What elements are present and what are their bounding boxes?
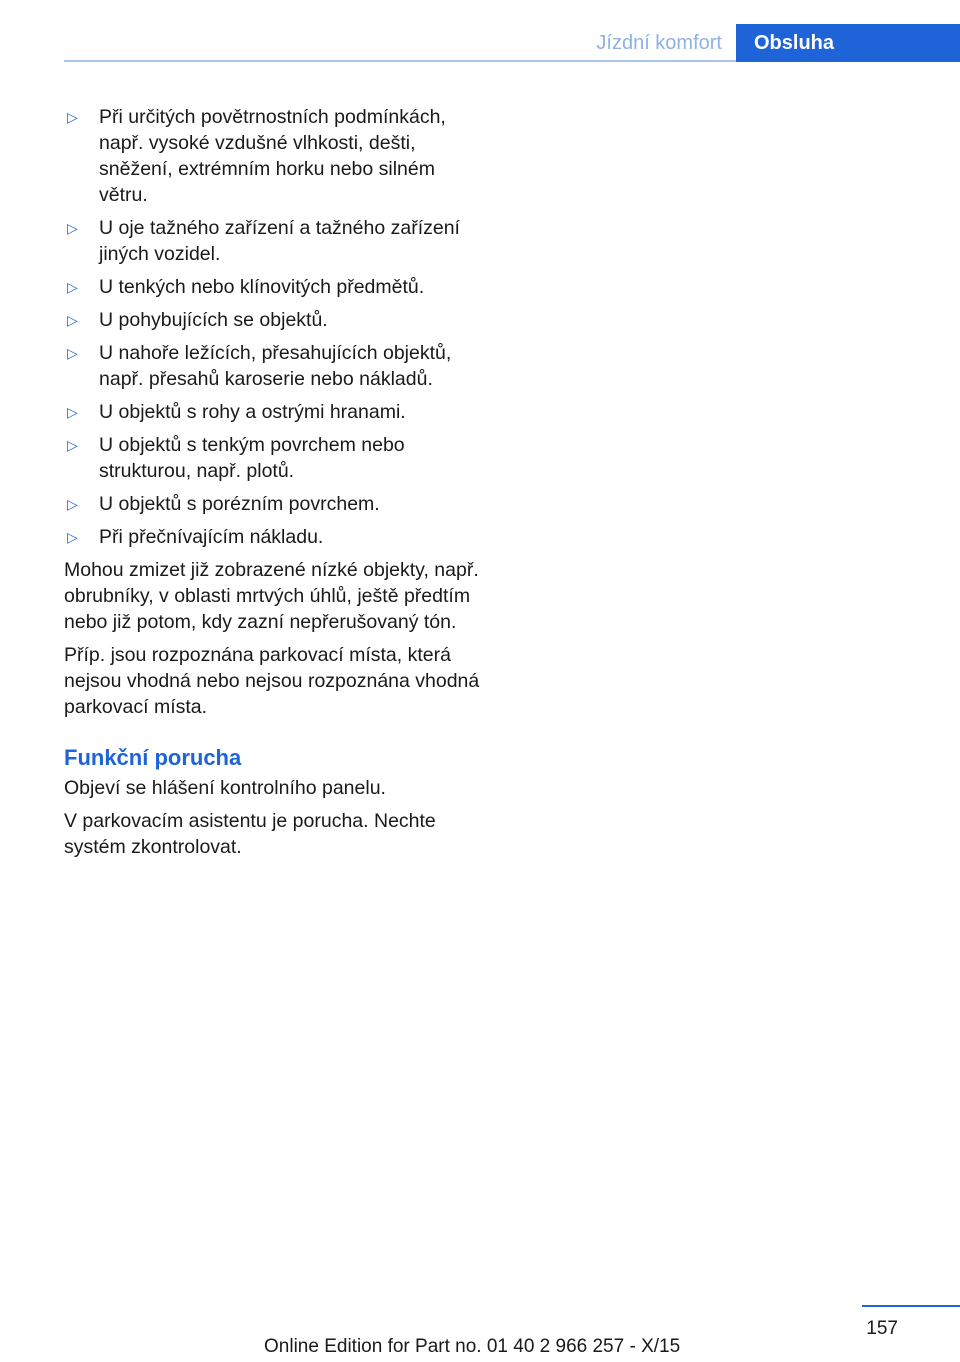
triangle-bullet-icon: ▷	[67, 220, 78, 236]
triangle-bullet-icon: ▷	[67, 529, 78, 545]
main-content	[64, 104, 480, 867]
list-item-text: Při přečnívajícím nákladu.	[99, 526, 324, 548]
triangle-bullet-icon: ▷	[67, 437, 78, 453]
list-item	[64, 340, 480, 392]
list-item	[64, 104, 480, 208]
list-item-text: Při určitých povětrnostních podmínkách, např. vysoké vzdušné vlhkosti, dešti, sněžení, extrémním horku nebo silném větru.	[99, 106, 446, 206]
section-paragraph: V parkovacím asistentu je porucha. Nechte systém zkontrolovat.	[64, 810, 436, 858]
footer-divider	[862, 1305, 960, 1307]
list-item-text: U objektů s porézním povrchem.	[99, 493, 380, 515]
list-item	[64, 491, 480, 517]
list-item	[64, 274, 480, 300]
header-chapter-tab: Obsluha	[736, 24, 960, 62]
list-item-text: U pohybujících se objektů.	[99, 309, 328, 331]
triangle-bullet-icon: ▷	[67, 345, 78, 361]
header-section-title: Jízdní komfort	[596, 32, 722, 54]
body-paragraph: Mohou zmizet již zobrazené nízké objekty, např. obrubníky, v oblasti mrtvých úhlů, ještě předtím nebo již potom, kdy zazní nepřerušovaný tón.	[64, 559, 479, 633]
list-item	[64, 215, 480, 267]
bullet-list	[64, 104, 480, 550]
list-item	[64, 524, 480, 550]
triangle-bullet-icon: ▷	[67, 312, 78, 328]
body-paragraph: Příp. jsou rozpoznána parkovací místa, která nejsou vhodná nebo nejsou rozpoznána vhodná parkovací místa.	[64, 644, 480, 718]
triangle-bullet-icon: ▷	[67, 279, 78, 295]
triangle-bullet-icon: ▷	[67, 109, 78, 125]
page-number: 157	[866, 1318, 898, 1339]
footer-edition-text: Online Edition for Part no. 01 40 2 966 257 - X/15	[264, 1336, 681, 1357]
list-item-text: U objektů s rohy a ostrými hranami.	[99, 401, 406, 423]
triangle-bullet-icon: ▷	[67, 404, 78, 420]
section-paragraph: Objeví se hlášení kontrolního panelu.	[64, 777, 386, 799]
section-heading: Funkční porucha	[64, 745, 242, 770]
list-item-text: U nahoře ležících, přesahujících objektů, např. přesahů karoserie nebo nákladů.	[99, 342, 452, 390]
list-item-text: U objektů s tenkým povrchem nebo strukturou, např. plotů.	[99, 434, 405, 482]
list-item-text: U tenkých nebo klínovitých předmětů.	[99, 276, 425, 298]
triangle-bullet-icon: ▷	[67, 496, 78, 512]
list-item-text: U oje tažného zařízení a tažného zařízení jiných vozidel.	[99, 217, 460, 265]
list-item	[64, 432, 480, 484]
list-item	[64, 307, 480, 333]
list-item	[64, 399, 480, 425]
